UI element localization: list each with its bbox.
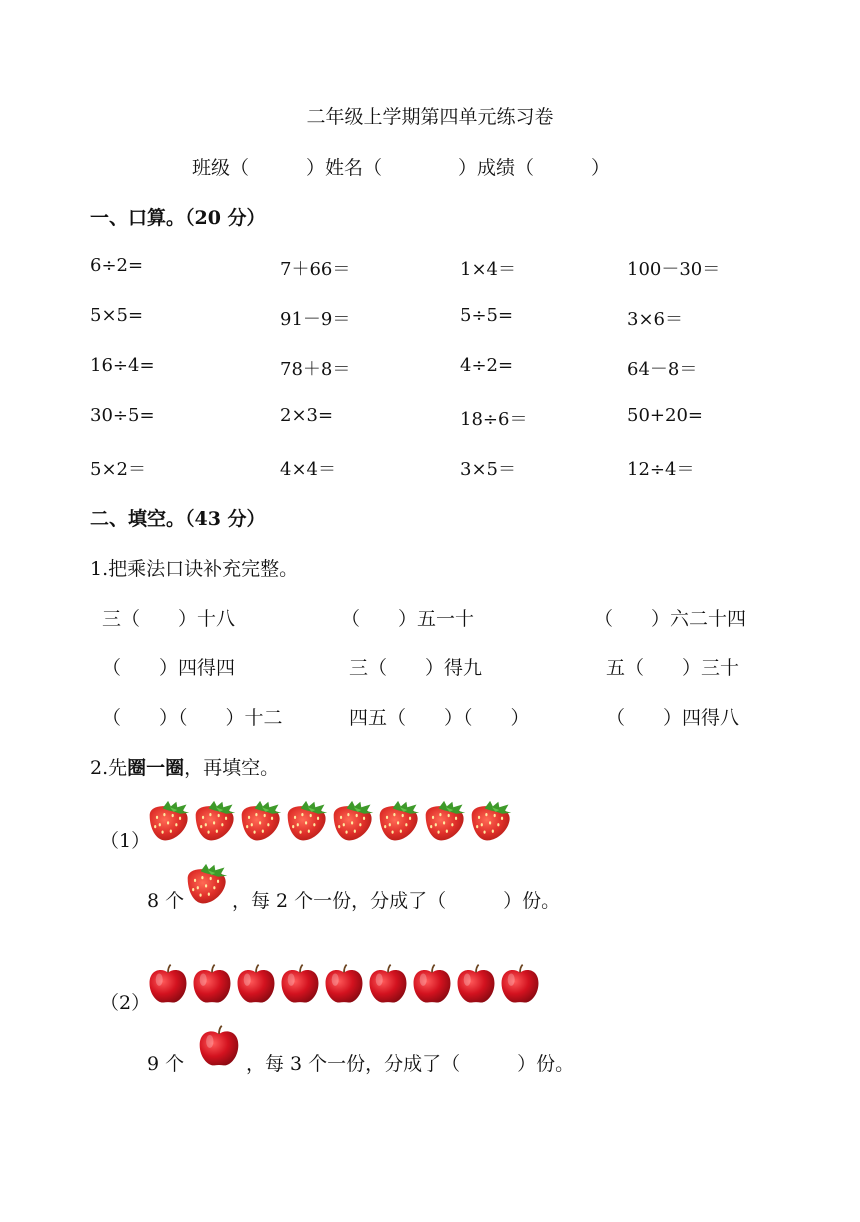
apple-icon bbox=[146, 962, 190, 1006]
equation: 1×4＝ bbox=[460, 259, 516, 280]
apple-row bbox=[146, 962, 542, 1006]
equation: 4×4＝ bbox=[280, 459, 336, 480]
fill-blank-item: 三（ ）十八 bbox=[102, 608, 236, 630]
apple-icon bbox=[454, 962, 498, 1006]
equation: 30÷5= bbox=[90, 405, 155, 426]
strawberry-icon bbox=[330, 799, 376, 845]
prompt-emphasis: 圈一圈 bbox=[127, 757, 185, 779]
fill-blank-item: （ ）四得八 bbox=[606, 707, 740, 729]
prompt-text: 2.先 bbox=[90, 757, 128, 779]
fill-blank-item: 三（ ）得九 bbox=[349, 657, 483, 679]
equation: 7＋66＝ bbox=[280, 259, 351, 280]
equation: 18÷6＝ bbox=[460, 409, 528, 430]
equation: 4÷2= bbox=[460, 355, 514, 376]
equation: 12÷4＝ bbox=[627, 459, 695, 480]
strawberry-icon bbox=[192, 799, 238, 845]
apple-icon bbox=[190, 962, 234, 1006]
strawberry-icon bbox=[284, 799, 330, 845]
section-1-heading: 一、口算。（20 分） bbox=[90, 207, 266, 229]
strawberry-icon bbox=[238, 799, 284, 845]
apple-icon bbox=[322, 962, 366, 1006]
equation: 64－8＝ bbox=[627, 359, 698, 380]
strawberry-icon bbox=[146, 799, 192, 845]
part-2-count-text: 9 个 bbox=[147, 1053, 185, 1075]
equation: 78＋8＝ bbox=[280, 359, 351, 380]
equation: 5×5= bbox=[90, 305, 144, 326]
apple-icon bbox=[234, 962, 278, 1006]
section-2-heading: 二、填空。（43 分） bbox=[90, 508, 266, 530]
equation: 16÷4= bbox=[90, 355, 155, 376]
equation: 3×5＝ bbox=[460, 459, 516, 480]
student-info-line: 班级（ ）姓名（ ）成绩（ ） bbox=[192, 157, 611, 179]
strawberry-icon bbox=[422, 799, 468, 845]
apple-icon bbox=[498, 962, 542, 1006]
question-2-prompt bbox=[90, 753, 279, 780]
equation: 3×6＝ bbox=[627, 309, 683, 330]
apple-icon bbox=[278, 962, 322, 1006]
strawberry-icon bbox=[468, 799, 514, 845]
equation: 91－9＝ bbox=[280, 309, 351, 330]
fill-blank-item: （ ）六二十四 bbox=[594, 608, 747, 630]
part-1-label: （1） bbox=[100, 830, 151, 852]
strawberry-icon bbox=[184, 862, 230, 908]
fill-blank-item: 四五（ ）（ ） bbox=[349, 707, 530, 729]
equation: 5×2＝ bbox=[90, 459, 146, 480]
apple-icon bbox=[196, 1022, 242, 1070]
part-2-question-text: ，每 3 个一份，分成了（ ）份。 bbox=[246, 1053, 575, 1075]
strawberry-icon bbox=[376, 799, 422, 845]
fill-blank-item: （ ）四得四 bbox=[102, 657, 236, 679]
equation: 6÷2= bbox=[90, 255, 144, 276]
fill-blank-item: （ ）（ ）十二 bbox=[102, 707, 283, 729]
strawberry-row bbox=[146, 799, 514, 845]
apple-icon bbox=[366, 962, 410, 1006]
apple-icon bbox=[410, 962, 454, 1006]
equation: 2×3= bbox=[280, 405, 334, 426]
page-title: 二年级上学期第四单元练习卷 bbox=[306, 106, 554, 128]
fill-blank-item: 五（ ）三十 bbox=[606, 657, 740, 679]
question-1-prompt: 1.把乘法口诀补充完整。 bbox=[90, 558, 299, 580]
prompt-text: ，再填空。 bbox=[184, 757, 280, 779]
part-1-question-text: ，每 2 个一份，分成了（ ）份。 bbox=[232, 890, 561, 912]
equation: 100－30＝ bbox=[627, 259, 721, 280]
equation: 5÷5= bbox=[460, 305, 514, 326]
fill-blank-item: （ ）五一十 bbox=[341, 608, 475, 630]
part-2-label: （2） bbox=[100, 992, 151, 1014]
equation: 50+20= bbox=[627, 405, 703, 426]
part-1-count-text: 8 个 bbox=[147, 890, 185, 912]
